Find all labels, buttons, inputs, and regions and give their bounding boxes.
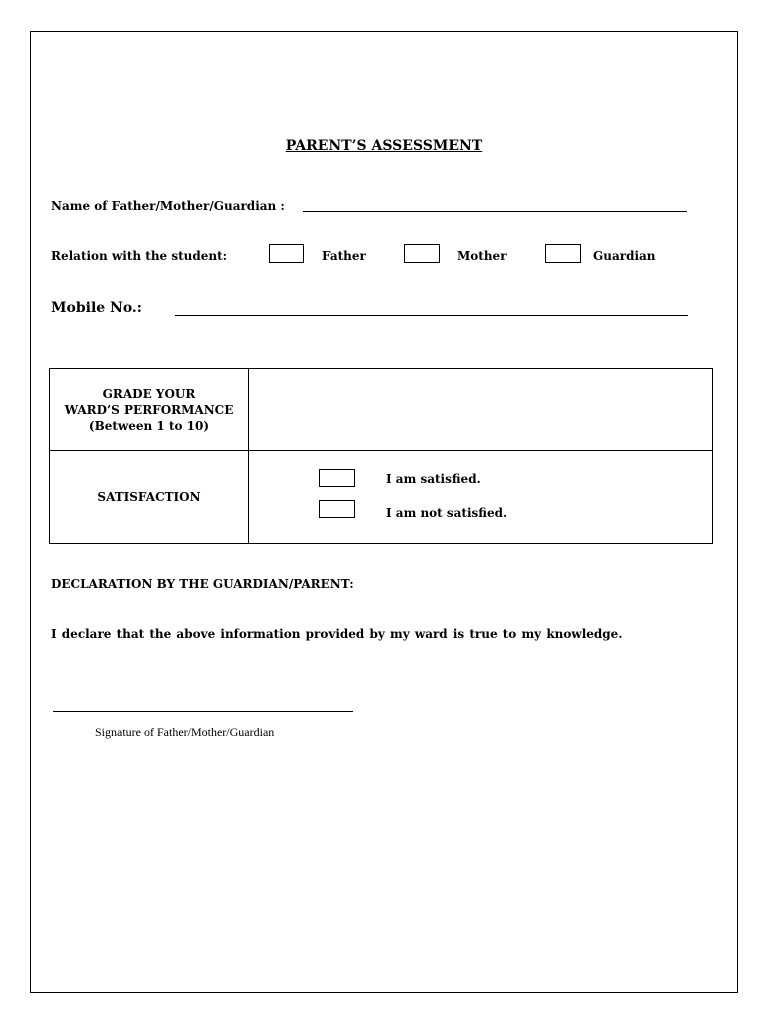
satisfaction-label: SATISFACTION: [50, 451, 249, 544]
guardian-option-label: Guardian: [593, 249, 656, 263]
signature-label: Signature of Father/Mother/Guardian: [95, 725, 275, 739]
mobile-input[interactable]: [175, 315, 688, 316]
declaration-text: I declare that the above information provided by my ward is true to my knowledge.: [51, 627, 623, 641]
not-satisfied-option-label: I am not satisfied.: [386, 505, 508, 520]
grade-row: [50, 369, 713, 451]
assessment-table: [49, 368, 713, 544]
form-title: PARENT’S ASSESSMENT: [285, 138, 483, 154]
relation-label: Relation with the student:: [51, 249, 228, 263]
father-checkbox[interactable]: [269, 244, 304, 263]
satisfaction-options-cell: [249, 451, 713, 544]
signature-line[interactable]: [53, 711, 353, 712]
grade-label-line3: (Between 1 to 10): [88, 418, 210, 433]
satisfied-option-label: I am satisfied.: [386, 471, 481, 486]
grade-label-cell: [50, 369, 249, 451]
name-field-label: Name of Father/Mother/Guardian :: [51, 199, 285, 213]
mobile-label: Mobile No.:: [51, 300, 142, 316]
guardian-checkbox[interactable]: [545, 244, 581, 263]
grade-label-line1: GRADE YOUR: [102, 386, 196, 401]
name-field-input[interactable]: [303, 211, 687, 212]
mother-checkbox[interactable]: [404, 244, 440, 263]
mother-option-label: Mother: [457, 249, 507, 263]
grade-label-line2: WARD’S PERFORMANCE: [64, 402, 234, 417]
not-satisfied-checkbox[interactable]: [319, 500, 355, 518]
grade-value-cell[interactable]: [249, 369, 713, 451]
declaration-heading: DECLARATION BY THE GUARDIAN/PARENT:: [51, 577, 354, 591]
satisfied-checkbox[interactable]: [319, 469, 355, 487]
satisfaction-row: [50, 451, 713, 544]
father-option-label: Father: [322, 249, 366, 263]
